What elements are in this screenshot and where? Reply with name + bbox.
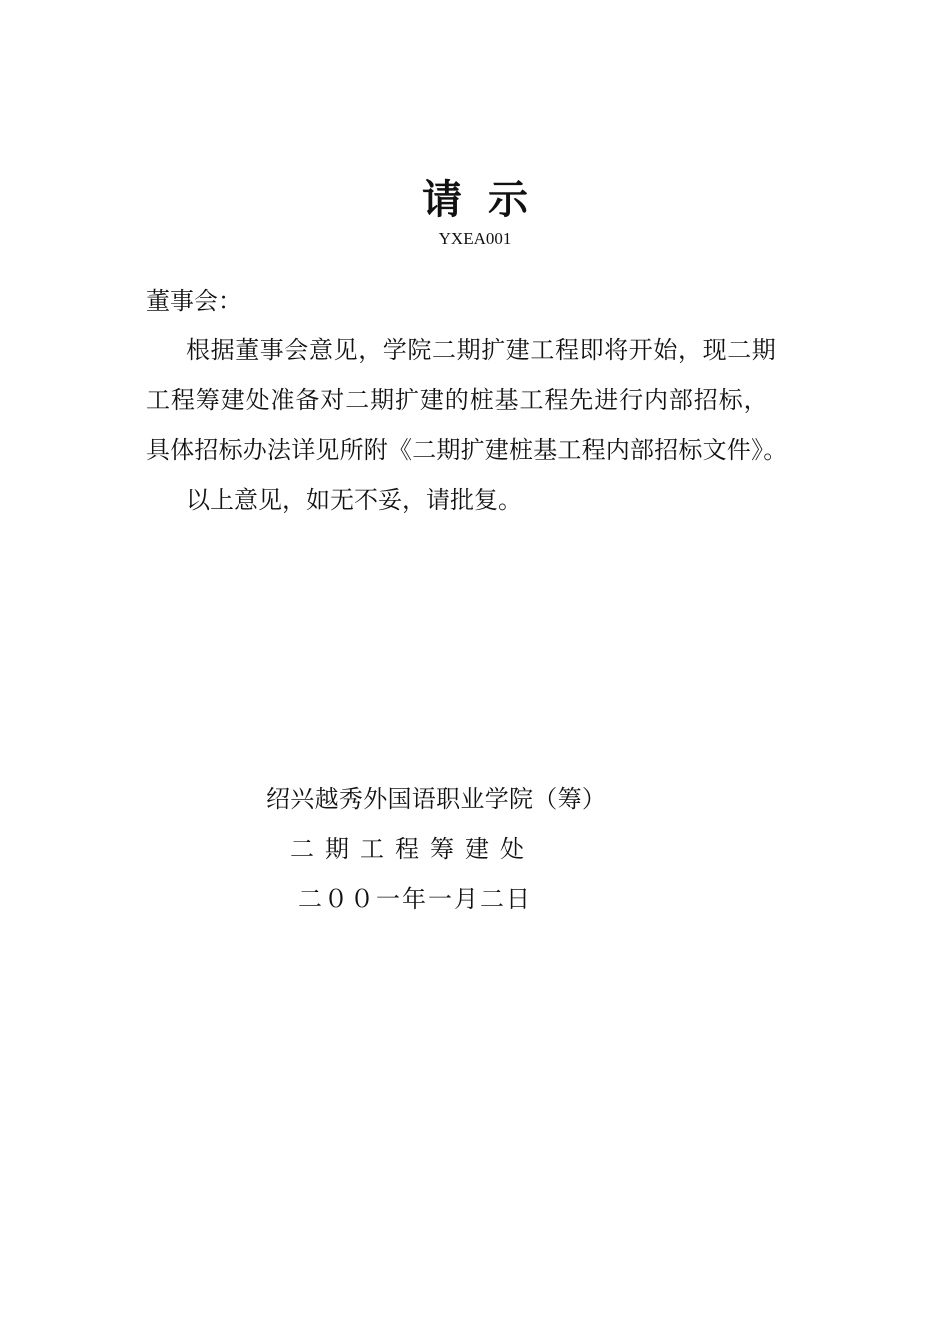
body-line-2: 工程筹建处准备对二期扩建的桩基工程先进行内部招标， bbox=[146, 386, 769, 414]
signature-organization: 绍兴越秀外国语职业学院（筹） bbox=[266, 785, 607, 813]
signature-date: 二００一年一月二日 bbox=[298, 885, 532, 913]
body-line-4: 以上意见，如无不妥，请批复。 bbox=[186, 486, 522, 514]
salutation: 董事会： bbox=[146, 287, 242, 315]
body-line-3: 具体招标办法详见所附《二期扩建桩基工程内部招标文件》。 bbox=[146, 436, 788, 464]
signature-department: 二期工程筹建处 bbox=[290, 835, 535, 863]
document-code: YXEA001 bbox=[438, 229, 512, 248]
document-title: 请示 bbox=[422, 176, 554, 223]
body-line-1: 根据董事会意见，学院二期扩建工程即将开始，现二期 bbox=[186, 336, 777, 364]
